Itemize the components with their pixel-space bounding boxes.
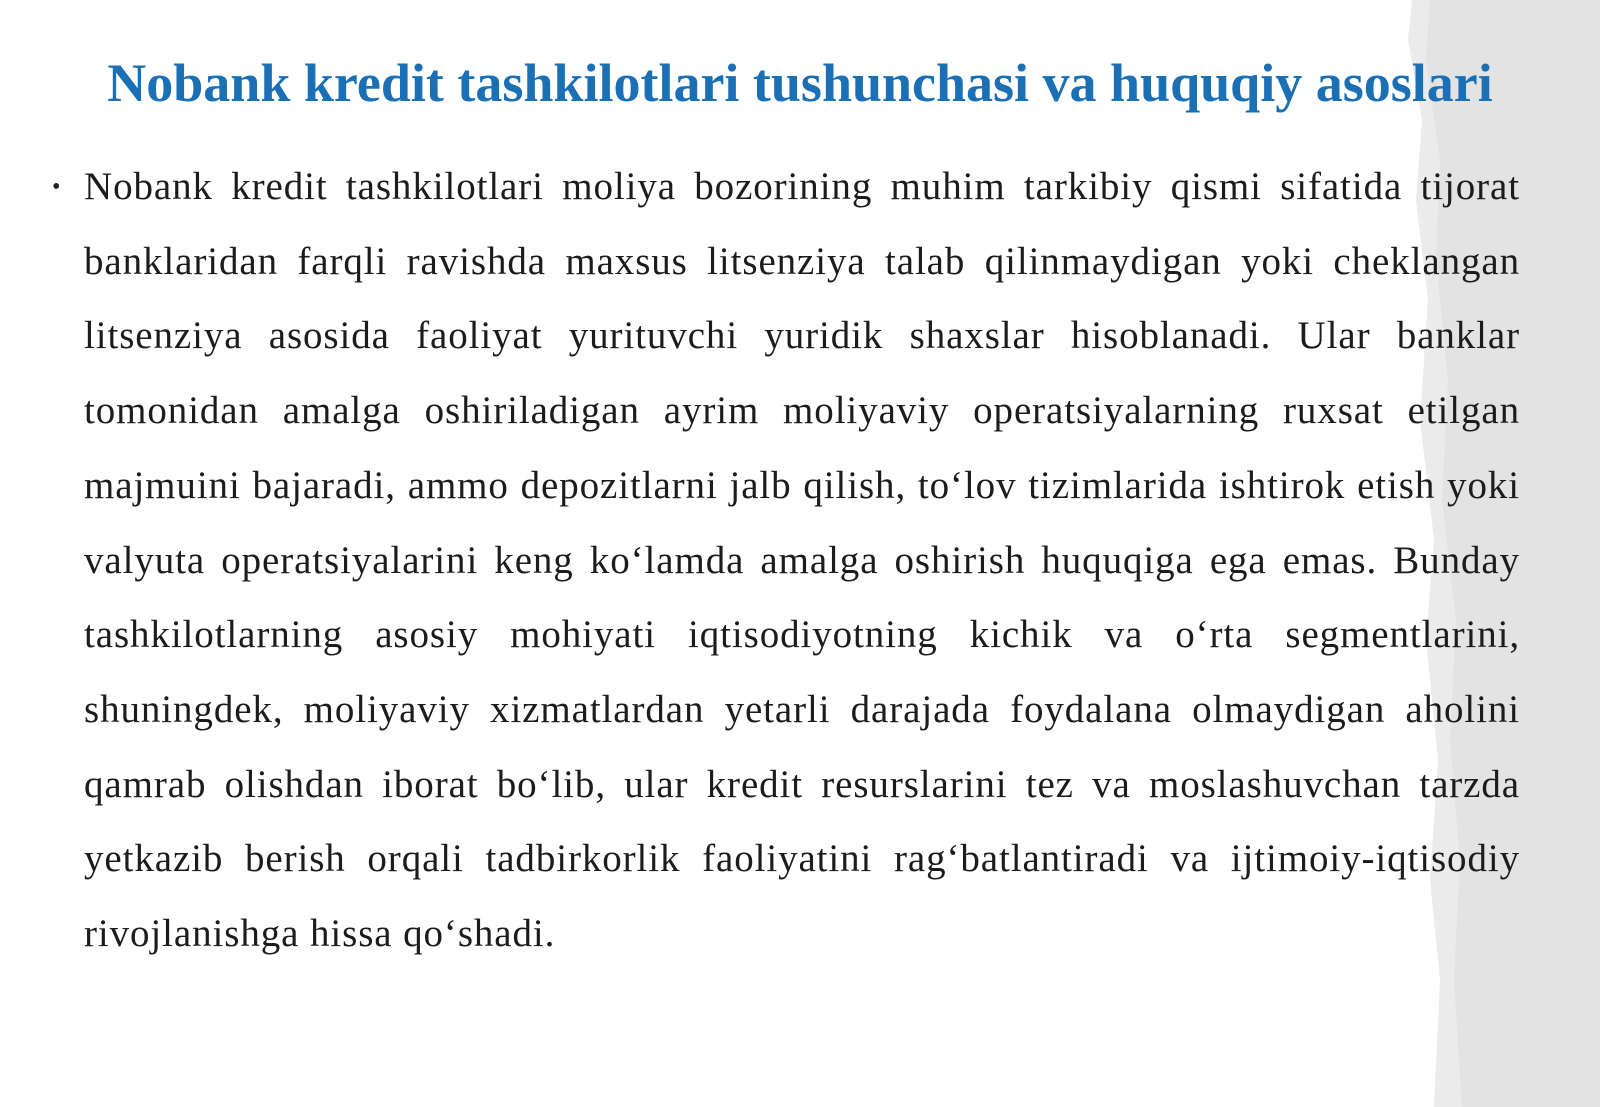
slide-title: Nobank kredit tashkilotlari tushunchasi va huquqiy asoslari: [107, 53, 1493, 113]
bullet-marker: •: [52, 174, 61, 200]
bullet-text: Nobank kredit tashkilotlari moliya bozorining muhim tarkibiy qismi sifatida tijorat banklaridan farqli ravishda maxsus litsenziya talab qilinmaydigan yoki cheklangan litsenziya asosida faoliyat yurituvchi yuridik shaxslar hisoblanadi. Ular banklar tomonidan amalga oshiriladigan ayrim moliyaviy operatsiyalarning ruxsat etilgan majmuini bajaradi, ammo depozitlarni jalb qilish, to‘lov tizimlarida ishtirok etish yoki valyuta operatsiyalarini keng ko‘lamda amalga oshirish huquqiga ega emas. Bunday tashkilotlarning asosiy mohiyati iqtisodiyotning kichik va o‘rta segmentlarini, shuningdek, moliyaviy xizmatlardan yetarli darajada foydalana olmaydigan aholini qamrab olishdan iborat bo‘lib, ular kredit resurslarini tez va moslashuvchan tarzda yetkazib berish orqali tadbirkorlik faoliyatini rag‘batlantiradi va ijtimoiy-iqtisodiy rivojlanishga hissa qo‘shadi.: [84, 165, 1520, 956]
bullet-list: [52, 150, 1520, 972]
bullet-item: [52, 150, 1520, 972]
